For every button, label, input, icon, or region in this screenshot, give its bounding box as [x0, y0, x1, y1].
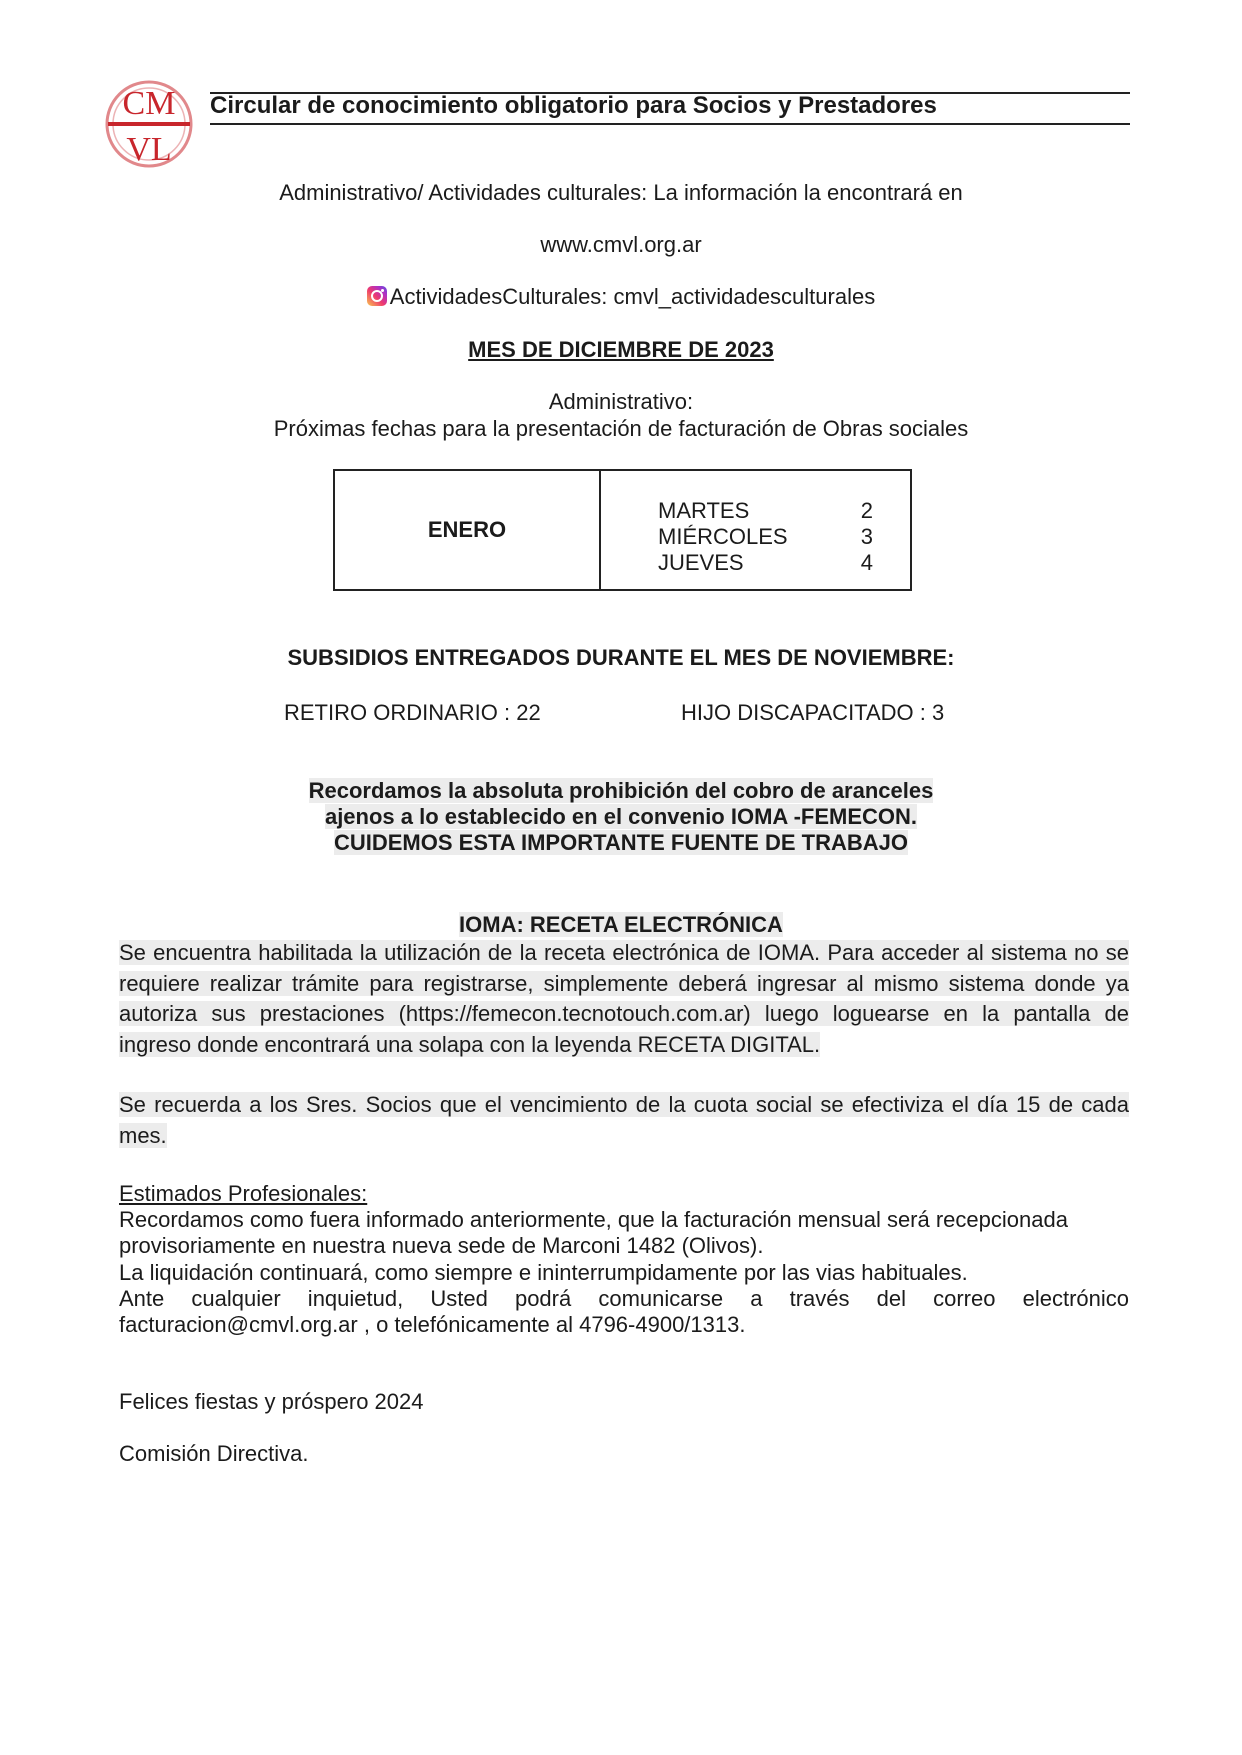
receta-heading	[0, 912, 1242, 938]
cmvl-logo	[104, 74, 194, 170]
logo-text-top: CM	[122, 85, 176, 122]
website-text: www.cmvl.org.ar	[540, 232, 702, 257]
profesionales-line: provisoriamente en nuestra nueva sede de Marconi 1482 (Olivos).	[119, 1233, 764, 1258]
schedule-number: 4	[860, 550, 873, 575]
receta-heading-text: IOMA: RECETA ELECTRÓNICA	[459, 912, 783, 937]
logo-text-bottom: VL	[126, 131, 172, 168]
schedule-row	[658, 550, 873, 576]
subsidies-heading: SUBSIDIOS ENTREGADOS DURANTE EL MES DE NOVIEMBRE:	[287, 645, 955, 670]
schedule-table	[333, 469, 912, 591]
instagram-text: ActividadesCulturales: cmvl_actividadesculturales	[389, 284, 876, 309]
schedule-row	[658, 524, 873, 550]
month-heading: MES DE DICIEMBRE DE 2023	[468, 337, 774, 362]
schedule-month: ENERO	[427, 517, 507, 542]
cuota-paragraph	[119, 1090, 1129, 1151]
cuota-paragraph-text: Se recuerda a los Sres. Socios que el vencimiento de la cuota social se efectiviza el día 15 de cada mes.	[119, 1092, 1129, 1148]
schedule-divider	[599, 471, 601, 589]
page-title: Circular de conocimiento obligatorio para Socios y Prestadores	[210, 92, 937, 119]
administrativo-subtitle: Próximas fechas para la presentación de facturación de Obras sociales	[273, 416, 969, 441]
subsidy-retiro: RETIRO ORDINARIO : 22	[284, 700, 541, 725]
schedule-number: 2	[860, 498, 873, 523]
profesionales-heading: Estimados Profesionales:	[119, 1181, 368, 1206]
schedule-number: 3	[860, 524, 873, 549]
notice-line	[0, 804, 1242, 830]
profesionales-line: Recordamos como fuera informado anteriormente, que la facturación mensual será recepcionada	[119, 1207, 1068, 1232]
profesionales-line: La liquidación continuará, como siempre e ininterrumpidamente por las vias habituales.	[119, 1260, 968, 1285]
receta-paragraph	[119, 938, 1129, 1060]
info-line: Administrativo/ Actividades culturales: La información la encontrará en	[279, 180, 963, 205]
closing-signature: Comisión Directiva.	[119, 1441, 309, 1466]
notice-text: Recordamos la absoluta prohibición del cobro de aranceles	[308, 778, 934, 803]
schedule-day: JUEVES	[658, 550, 744, 575]
profesionales-line: facturacion@cmvl.org.ar , o telefónicamente al 4796-4900/1313.	[119, 1312, 746, 1337]
closing-greeting: Felices fiestas y próspero 2024	[119, 1389, 424, 1414]
schedule-row	[658, 498, 873, 524]
schedule-day: MIÉRCOLES	[658, 524, 788, 549]
profesionales-line: Ante cualquier inquietud, Usted podrá comunicarse a través del correo electrónico	[119, 1286, 1129, 1311]
notice-line	[0, 778, 1242, 804]
instagram-icon	[367, 286, 387, 306]
administrativo-title: Administrativo:	[548, 389, 694, 414]
header-rule-bottom	[210, 123, 1130, 125]
subsidy-hijo: HIJO DISCAPACITADO : 3	[681, 700, 945, 725]
schedule-day: MARTES	[658, 498, 750, 523]
notice-text: CUIDEMOS ESTA IMPORTANTE FUENTE DE TRABAJO	[333, 830, 909, 855]
notice-text: ajenos a lo establecido en el convenio IOMA -FEMECON.	[324, 804, 918, 829]
receta-paragraph-text: Se encuentra habilitada la utilización de la receta electrónica de IOMA. Para acceder al sistema no se requiere realizar trámite para registrarse, simplemente deberá ingresar al mismo sistema donde ya autoriza sus prestaciones (https://femecon.tecnotouch.com.ar) luego loguearse en la pantalla de ingreso donde encontrará una solapa con la leyenda RECETA DIGITAL.	[119, 940, 1129, 1057]
instagram-line	[0, 284, 1242, 310]
notice-line	[0, 830, 1242, 856]
